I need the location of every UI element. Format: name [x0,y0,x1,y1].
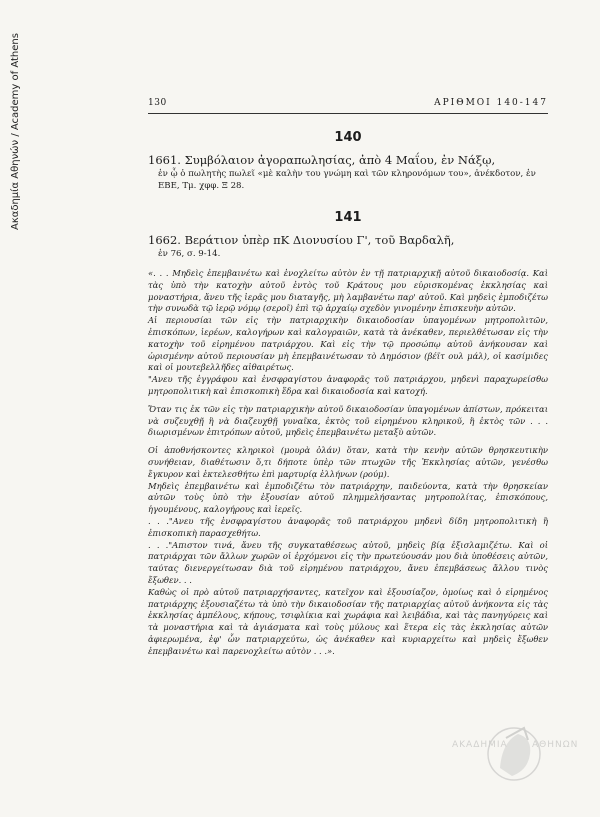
header-rule [148,113,548,114]
paragraph: . . ."Απιστον τινά, ἄνευ τῆς συγκαταθέσεως αὐτοῦ, μηδεὶς βίᾳ ἐξισλαμιζέτω. Καὶ οἱ πατριάρχαι τῶν ἄλλων χωρῶν οἱ ἐρχόμενοι εἰς τὴν πρωτεύουσάν μου διὰ ὑποθέσεις αὐτῶν, ταύτας διενεργείτωσαν διὰ τοῦ εἰρημένου πατριάρχου, ἄνευ ἐπεμβάσεως ἄλλου τινὸς ἔξωθεν. . . [148,539,548,585]
page-header [148,98,548,114]
entry-1661-line2: ἐν ᾧ ὁ πωλητὴς πωλεῖ «μὲ καλὴν του γνώμη καὶ τῶν κληρονόμων του», ἀνέκδοτον, ἐν [158,169,536,179]
paragraph: "Ανευ τῆς ἐγγράφου καὶ ἐνσφραγίστου ἀναφορᾶς τοῦ πατριάρχου, μηδενὶ παραχωρείσθω μητροπολιτικὴ καὶ ἐπισκοπικὴ ἕδρα καὶ δικαιοδοσία καὶ κατοχή. [148,374,548,396]
paragraph: . . ."Ανευ τῆς ἐνσφραγίστου ἀναφορᾶς τοῦ πατριάρχου μηδενὶ δίδη μητροπολιτικὴ ἢ ἐπισκοπικὴ παρασχεθήτω. [148,515,548,538]
paragraph: Ὅταν τις ἐκ τῶν εἰς τὴν πατριαρχικὴν αὐτοῦ δικαιοδοσίαν ὑπαγομένων ἀπίστων, πρόκειται νὰ συζευχθῇ ἢ νὰ διαζευχθῇ γυναῖκα, ἐκτὸς τοῦ εἰρημένου κληρικοῦ, ἢ ἐκτὸς τῶν . . . διωρισμένων ἐπιτρόπων αὐτοῦ, μηδεὶς ἐπεμβαινέτω μεταξὺ αὐτῶν. [148,403,548,438]
entry-1662-sub: ἐν 76, σ. 9-14. [158,249,221,259]
document-number-140: 140 [334,130,362,145]
watermark-right-text: ΑΘΗΝΩΝ [532,740,579,750]
paragraph: «. . . Μηδεὶς ἐπεμβαινέτω καὶ ἐνοχλείτω αὐτὸν ἐν τῇ πατριαρχικῇ αὐτοῦ δικαιοδοσίᾳ. Καὶ τὰς ὑπὸ τὴν κατοχὴν αὐτοῦ ἐντὸς τοῦ Κράτους μου εὑρισκομένας ἐκκλησίας καὶ μοναστήρια, ἄνευ τῆς ἱερᾶς μου διαταγῆς, μὴ λαμβανέτω παρ' αὐτοῦ. Καὶ μηδεὶς ἐμποδιζέτω τὴν συνωδὰ τῷ ἱερῷ νόμῳ (σεροῖ) ἐπὶ τῷ ἀρχαίῳ σχεδὸν γινομένην ἐπισκευὴν αὐτῶν. [148,268,548,314]
entry-1661-title: 1661. Συμβόλαιον ἀγοραπωλησίας, ἀπὸ 4 Μαΐου, ἐν Νάξῳ, [148,153,496,167]
paragraph: Μηδεὶς ἐπεμβαινέτω καὶ ἐμποδιζέτω τὸν πατριάρχην, παιδεύοντα, κατὰ τὴν θρησκείαν αὐτῶν τοὺς ὑπὸ τὴν ἐξουσίαν αὐτοῦ πλημμελήσαντας μητροπολίτας, ἐπισκόπους, ἡγουμένους, καλογήρους καὶ ἱερεῖς. [148,480,548,515]
athena-head-icon [440,718,580,793]
page-number: 130 [148,98,167,108]
archive-side-stamp: Ακαδημία Αθηνών / Academy of Athens [10,33,21,230]
paragraph: Οἱ ἀποθνήσκοντες κληρικοὶ (μουρὰ ὀλάν) ὅταν, κατὰ τὴν κενὴν αὐτῶν θρησκευτικὴν συνήθειαν, διαθέτωσιν ὅ,τι δήποτε ὑπὲρ τῶν πτωχῶν τῆς Ἐκκλησίας αὐτῶν, γενέσθω ἔγκυρον καὶ ἐκτελεσθήτω ἐπὶ μαρτυρίᾳ ἑλλήνων (ρούμ). [148,445,548,479]
document-number-141: 141 [334,210,362,225]
entry-1662-title: 1662. Βεράτιον ὑπὲρ πΚ Διονυσίου Γ', τοῦ Βαρδαλῆ, [148,233,455,247]
watermark-left-text: ΑΚΑΔΗΜΙΑ [452,740,508,750]
paragraph: Αἱ περιουσίαι τῶν εἰς τὴν πατριαρχικὴν δικαιοδοσίαν ὑπαγομένων μητροπολιτῶν, ἐπισκόπων, ἱερέων, καλογήρων καὶ καλογραιῶν, κατὰ τὰ ἀνέκαθεν, περιελθέτωσαν εἰς τὴν κατοχὴν τοῦ εἰρημένου πατριάρχου. Καὶ εἰς τὴν τῷ προσώπῳ αὐτοῦ ἀνήκουσαν καὶ ὡρισμένην αὐτοῦ περιουσίαν μὴ ἐπεμβαινέτωσαν τὸ Δημόσιον (βέϊτ ουλ μάλ), οἱ κασίμιδες καὶ οἱ μουτεβελλῆδες αἰθαιρέτως. [148,315,548,373]
entry-1661-line3: ΕΒΕ, Τμ. χφφ. Ξ 28. [158,181,245,191]
decree-text [148,268,548,658]
paragraph: Καθὼς οἱ πρὸ αὐτοῦ πατριαρχήσαντες, κατεῖχον καὶ ἐξουσίαζον, ὁμοίως καὶ ὁ εἰρημένος πατριάρχης ἐξουσιαζέτω τὰ ὑπὸ τὴν δικαιοδοσίαν τῆς πατριαρχίας αὐτοῦ ἀνήκοντα εἰς τὰς ἐκκλησίας ἀμπέλους, κήπους, τσιφλίκια καὶ χωράφια καὶ λειβάδια, καὶ τὰς πανηγύρεις καὶ τὰ μοναστήρια καὶ τὰ ἁγιάσματα καὶ τοὺς μύλους καὶ ἕτερα εἰς τὰς ἐκκλησίας αὐτῶν ἀφιερωμένα, ἐφ' ὧν πατριαρχεύτω, ὡς ἀνέκαθεν καὶ κυριαρχείτω καὶ μηδεὶς ἔξωθεν ἐπεμβαινέτω καὶ παρενοχλείτω αὐτὸν . . .». [148,586,548,656]
academy-watermark [440,718,580,793]
page-content [148,126,548,658]
running-title: ΑΡΙΘΜΟΙ 140-147 [434,98,548,108]
